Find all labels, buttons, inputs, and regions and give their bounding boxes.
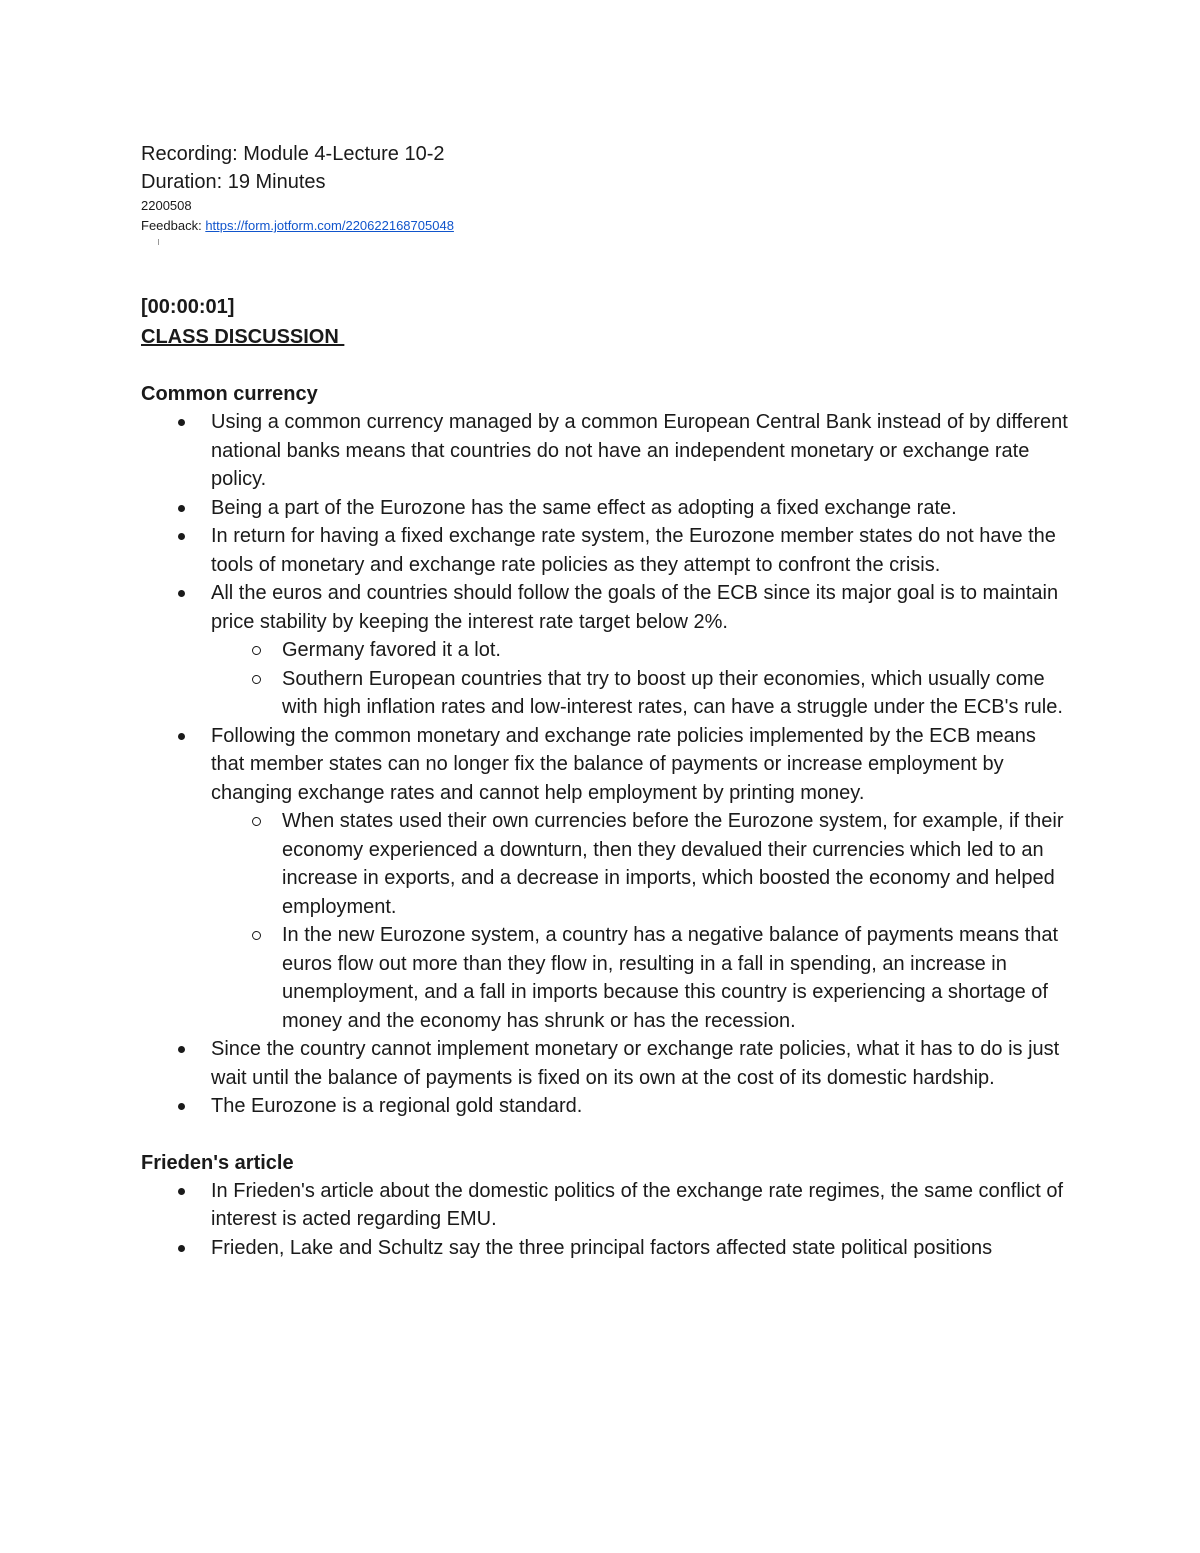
timestamp: [00:00:01] — [141, 296, 235, 318]
bullet-icon — [178, 1188, 185, 1195]
list-item — [211, 1234, 1071, 1263]
list-item — [211, 494, 1071, 523]
duration-line: Duration: 19 Minutes — [141, 171, 326, 193]
list-item — [211, 1092, 1071, 1121]
sub-list-item — [212, 636, 1071, 665]
bullet-list — [141, 1177, 1071, 1263]
sub-list-item — [212, 921, 1071, 1035]
list-item-text: All the euros and countries should follow the goals of the ECB since its major goal is to maintain price stability by keeping the interest rate target below 2%. — [211, 582, 1059, 633]
list-item-text: Frieden, Lake and Schultz say the three principal factors affected state political positions — [211, 1236, 993, 1259]
list-item-text: Since the country cannot implement monetary or exchange rate policies, what it has to do is just wait until the balance of payments is fixed on its own at the cost of its domestic hardship. — [211, 1038, 1060, 1089]
bullet-icon — [178, 1245, 185, 1252]
feedback-link[interactable]: https://form.jotform.com/220622168705048 — [205, 218, 454, 233]
recording-title: Recording: Module 4-Lecture 10-2 — [141, 143, 445, 165]
bullet-icon — [178, 533, 185, 540]
section-title: CLASS DISCUSSION — [141, 326, 345, 348]
course-code: 2200508 — [141, 198, 192, 213]
list-item — [211, 408, 1071, 494]
bullet-icon — [178, 590, 185, 597]
bullet-icon — [178, 733, 185, 740]
sub-list-item-text: When states used their own currencies before the Eurozone system, for example, if their economy experienced a downturn, then they devalued their currencies which led to an increase in exports, and a decrease in imports, which boosted the economy and helped employment. — [282, 810, 1064, 918]
list-item-text: The Eurozone is a regional gold standard. — [211, 1095, 583, 1117]
hollow-bullet-icon — [252, 817, 261, 826]
sub-list-item-text: Germany favored it a lot. — [282, 639, 501, 661]
bullet-icon — [178, 419, 185, 426]
sub-list-item-text: In the new Eurozone system, a country has a negative balance of payments means that euros flow out more than they flow in, resulting in a fall in spending, an increase in unemployment, and a fall in imports because this country is experiencing a shortage of money and the economy has shrunk or has the recession. — [282, 924, 1059, 1032]
notes-body — [141, 292, 1071, 1262]
list-item-text: In Frieden's article about the domestic politics of the exchange rate regimes, the same conflict of interest is acted regarding EMU. — [211, 1179, 1064, 1230]
list-item — [211, 579, 1071, 722]
list-item — [211, 722, 1071, 1036]
topic-heading: Common currency — [141, 383, 318, 405]
bullet-icon — [178, 505, 185, 512]
sub-bullet-list — [211, 807, 1071, 1035]
sub-bullet-list — [211, 636, 1071, 722]
feedback-label: Feedback: — [141, 218, 206, 233]
list-item — [211, 1035, 1071, 1092]
list-item-text: Using a common currency managed by a common European Central Bank instead of by different national banks means that countries do not have an independent monetary or exchange rate policy. — [211, 411, 1068, 490]
topic-heading: Frieden's article — [141, 1151, 294, 1174]
list-item-text: Following the common monetary and exchange rate policies implemented by the ECB means that member states can no longer fix the balance of payments or increase employment by changing exchange rates and cannot help employment by printing money. — [211, 724, 1036, 804]
hollow-bullet-icon — [252, 931, 261, 940]
list-item-text: In return for having a fixed exchange rate system, the Eurozone member states do not have the tools of monetary and exchange rate policies as they attempt to confront the crisis. — [211, 525, 1056, 576]
list-item-text: Being a part of the Eurozone has the same effect as adopting a fixed exchange rate. — [211, 496, 957, 519]
cursor-mark — [158, 239, 159, 245]
bullet-list — [141, 408, 1071, 1121]
sub-list-item-text: Southern European countries that try to boost up their economies, which usually come with high inflation rates and low-interest rates, can have a struggle under the ECB's rule. — [282, 667, 1063, 718]
document-header — [141, 140, 454, 236]
sub-list-item — [212, 665, 1071, 722]
sub-list-item — [212, 807, 1071, 921]
bullet-icon — [178, 1103, 185, 1110]
hollow-bullet-icon — [252, 675, 261, 684]
hollow-bullet-icon — [252, 646, 261, 655]
feedback-line — [141, 216, 454, 236]
bullet-icon — [178, 1046, 185, 1053]
list-item — [211, 1177, 1071, 1234]
list-item — [211, 522, 1071, 579]
